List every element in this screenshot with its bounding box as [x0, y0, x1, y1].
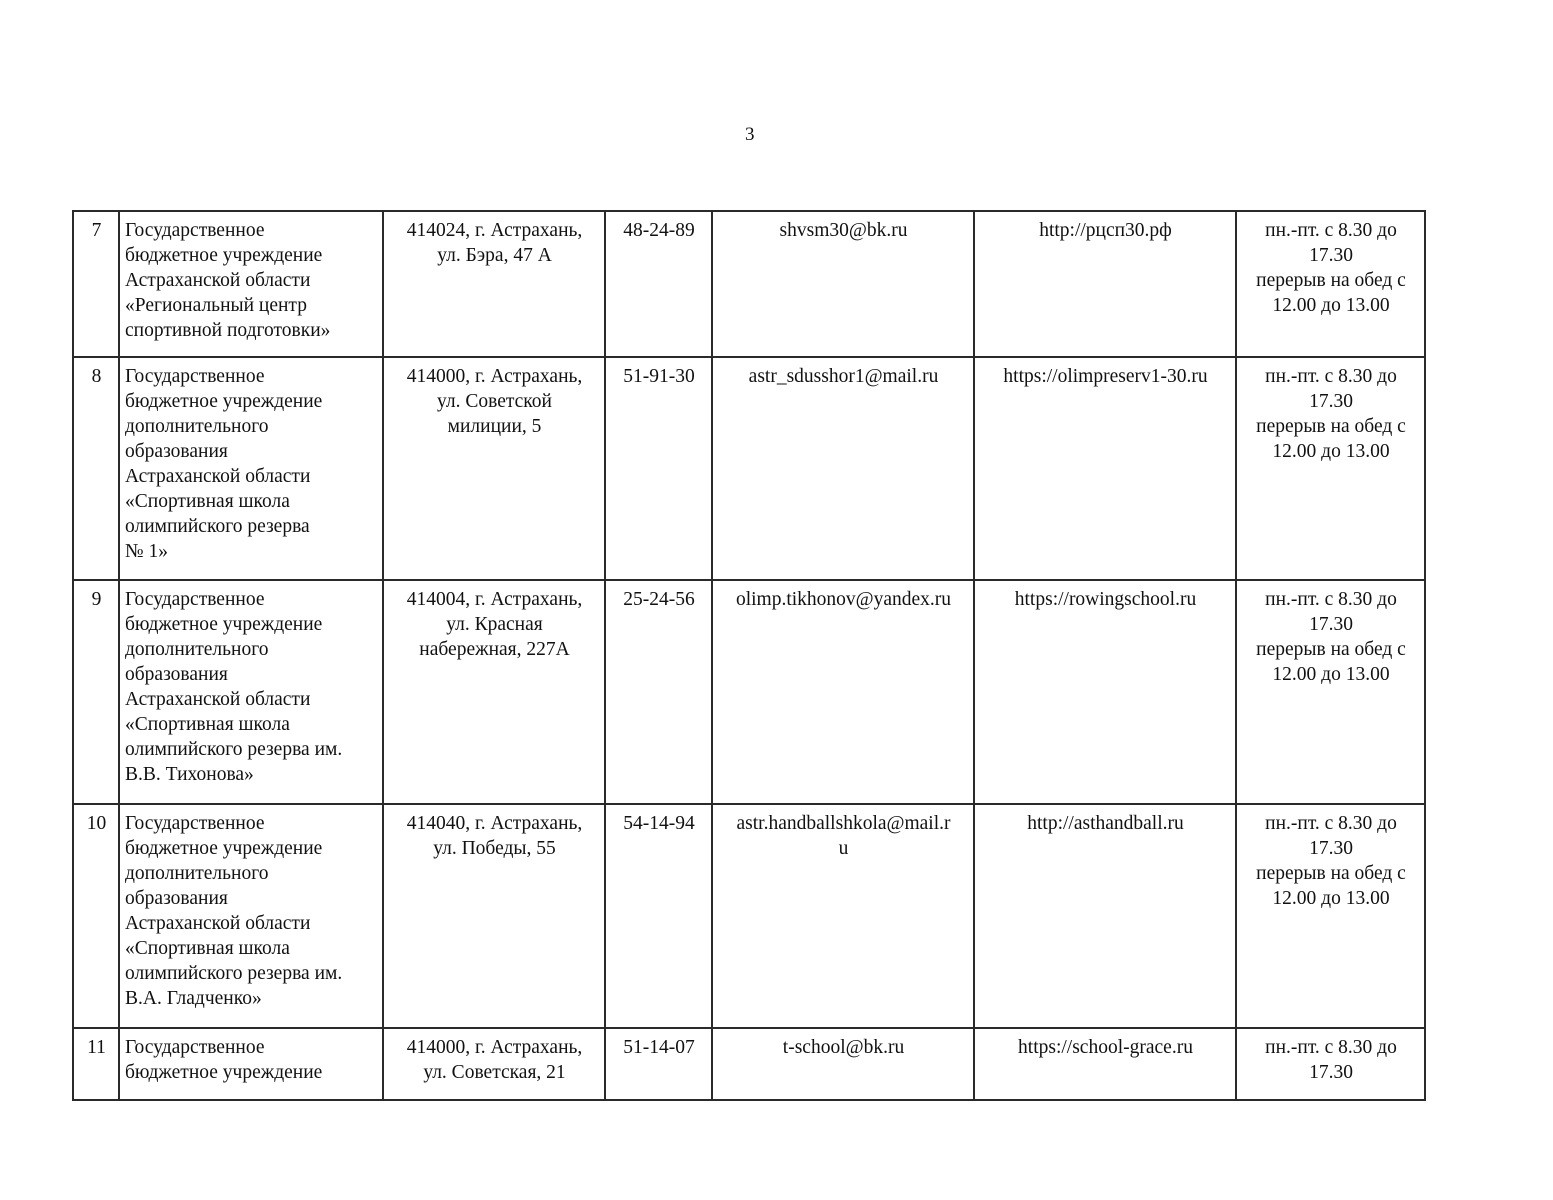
website: http://рцсп30.рф — [974, 211, 1236, 357]
name-line: «Спортивная школа — [125, 938, 290, 959]
hours-line: пн.-пт. с 8.30 до — [1265, 366, 1397, 387]
table-row — [73, 580, 1425, 804]
name-line: Астраханской области — [125, 466, 311, 487]
name-line: «Спортивная школа — [125, 491, 290, 512]
institutions-table — [72, 210, 1426, 1101]
address — [383, 1028, 605, 1100]
table-row — [73, 804, 1425, 1028]
name-line: Государственное — [125, 366, 265, 387]
email-line: olimp.tikhonov@yandex.ru — [735, 589, 952, 610]
hours-line: 12.00 до 13.00 — [1272, 441, 1390, 462]
address — [383, 357, 605, 580]
name-line: олимпийского резерва им. — [125, 739, 343, 760]
name-line: бюджетное учреждение — [125, 1062, 323, 1083]
name-line: В.В. Тихонова» — [125, 764, 254, 785]
address-line: 414004, г. Астрахань, — [406, 589, 583, 610]
row-number: 8 — [73, 357, 119, 580]
name-line: Государственное — [125, 589, 265, 610]
website: https://olimpreserv1-30.ru — [974, 357, 1236, 580]
hours-line: пн.-пт. с 8.30 до — [1265, 220, 1397, 241]
working-hours — [1236, 211, 1425, 357]
address-line: ул. Советской — [437, 391, 552, 412]
email-line: astr_sdusshor1@mail.ru — [748, 366, 939, 387]
name-line: образования — [125, 441, 228, 462]
hours-line: 12.00 до 13.00 — [1272, 664, 1390, 685]
phone: 25-24-56 — [605, 580, 712, 804]
name-line: В.А. Гладченко» — [125, 988, 262, 1009]
name-line: Астраханской области — [125, 270, 311, 291]
address-line: ул. Советская, 21 — [423, 1062, 566, 1083]
name-line: «Спортивная школа — [125, 714, 290, 735]
address-line: 414000, г. Астрахань, — [406, 1037, 583, 1058]
hours-line: перерыв на обед с — [1256, 270, 1406, 291]
hours-line: 17.30 — [1309, 838, 1353, 859]
name-line: дополнительного — [125, 639, 269, 660]
address-line: милиции, 5 — [447, 416, 542, 437]
name-line: образования — [125, 888, 228, 909]
working-hours — [1236, 357, 1425, 580]
name-line: олимпийского резерва им. — [125, 963, 343, 984]
address-line: 414024, г. Астрахань, — [406, 220, 583, 241]
institution-name — [119, 211, 383, 357]
name-line: Астраханской области — [125, 689, 311, 710]
website: https://school-grace.ru — [974, 1028, 1236, 1100]
hours-line: перерыв на обед с — [1256, 416, 1406, 437]
website: https://rowingschool.ru — [974, 580, 1236, 804]
name-line: олимпийского резерва — [125, 516, 310, 537]
email — [712, 804, 974, 1028]
row-number: 9 — [73, 580, 119, 804]
address-line: ул. Бэра, 47 А — [437, 245, 552, 266]
working-hours — [1236, 580, 1425, 804]
hours-line: 17.30 — [1309, 614, 1353, 635]
hours-line: пн.-пт. с 8.30 до — [1265, 1037, 1397, 1058]
address-line: 414000, г. Астрахань, — [406, 366, 583, 387]
address-line: 414040, г. Астрахань, — [406, 813, 583, 834]
institution-name — [119, 1028, 383, 1100]
hours-line: пн.-пт. с 8.30 до — [1265, 589, 1397, 610]
address-line: ул. Победы, 55 — [433, 838, 556, 859]
address — [383, 211, 605, 357]
name-line: бюджетное учреждение — [125, 838, 323, 859]
table-row — [73, 1028, 1425, 1100]
hours-line: 12.00 до 13.00 — [1272, 888, 1390, 909]
email — [712, 580, 974, 804]
page-number: 3 — [745, 124, 755, 145]
phone: 54-14-94 — [605, 804, 712, 1028]
row-number: 7 — [73, 211, 119, 357]
address — [383, 804, 605, 1028]
row-number: 10 — [73, 804, 119, 1028]
name-line: № 1» — [125, 541, 168, 562]
address-line: ул. Красная — [446, 614, 543, 635]
working-hours — [1236, 804, 1425, 1028]
phone: 48-24-89 — [605, 211, 712, 357]
hours-line: перерыв на обед с — [1256, 863, 1406, 884]
name-line: Государственное — [125, 813, 265, 834]
name-line: образования — [125, 664, 228, 685]
name-line: Астраханской области — [125, 913, 311, 934]
name-line: бюджетное учреждение — [125, 391, 323, 412]
row-number: 11 — [73, 1028, 119, 1100]
hours-line: 12.00 до 13.00 — [1272, 295, 1390, 316]
email-line: u — [838, 838, 849, 859]
hours-line: 17.30 — [1309, 391, 1353, 412]
name-line: Государственное — [125, 1037, 265, 1058]
name-line: Государственное — [125, 220, 265, 241]
institution-name — [119, 580, 383, 804]
name-line: бюджетное учреждение — [125, 614, 323, 635]
hours-line: 17.30 — [1309, 245, 1353, 266]
working-hours — [1236, 1028, 1425, 1100]
table-row — [73, 211, 1425, 357]
address-line: набережная, 227А — [419, 639, 570, 660]
institution-name — [119, 804, 383, 1028]
name-line: дополнительного — [125, 863, 269, 884]
email-line: t-school@bk.ru — [782, 1037, 905, 1058]
name-line: «Региональный центр — [125, 295, 307, 316]
phone: 51-14-07 — [605, 1028, 712, 1100]
address — [383, 580, 605, 804]
email — [712, 211, 974, 357]
phone: 51-91-30 — [605, 357, 712, 580]
institution-name — [119, 357, 383, 580]
email — [712, 357, 974, 580]
name-line: спортивной подготовки» — [125, 320, 331, 341]
email-line: astr.handballshkola@mail.r — [736, 813, 951, 834]
hours-line: 17.30 — [1309, 1062, 1353, 1083]
hours-line: перерыв на обед с — [1256, 639, 1406, 660]
website: http://asthandball.ru — [974, 804, 1236, 1028]
name-line: бюджетное учреждение — [125, 245, 323, 266]
email — [712, 1028, 974, 1100]
table-row — [73, 357, 1425, 580]
name-line: дополнительного — [125, 416, 269, 437]
email-line: shvsm30@bk.ru — [779, 220, 908, 241]
hours-line: пн.-пт. с 8.30 до — [1265, 813, 1397, 834]
